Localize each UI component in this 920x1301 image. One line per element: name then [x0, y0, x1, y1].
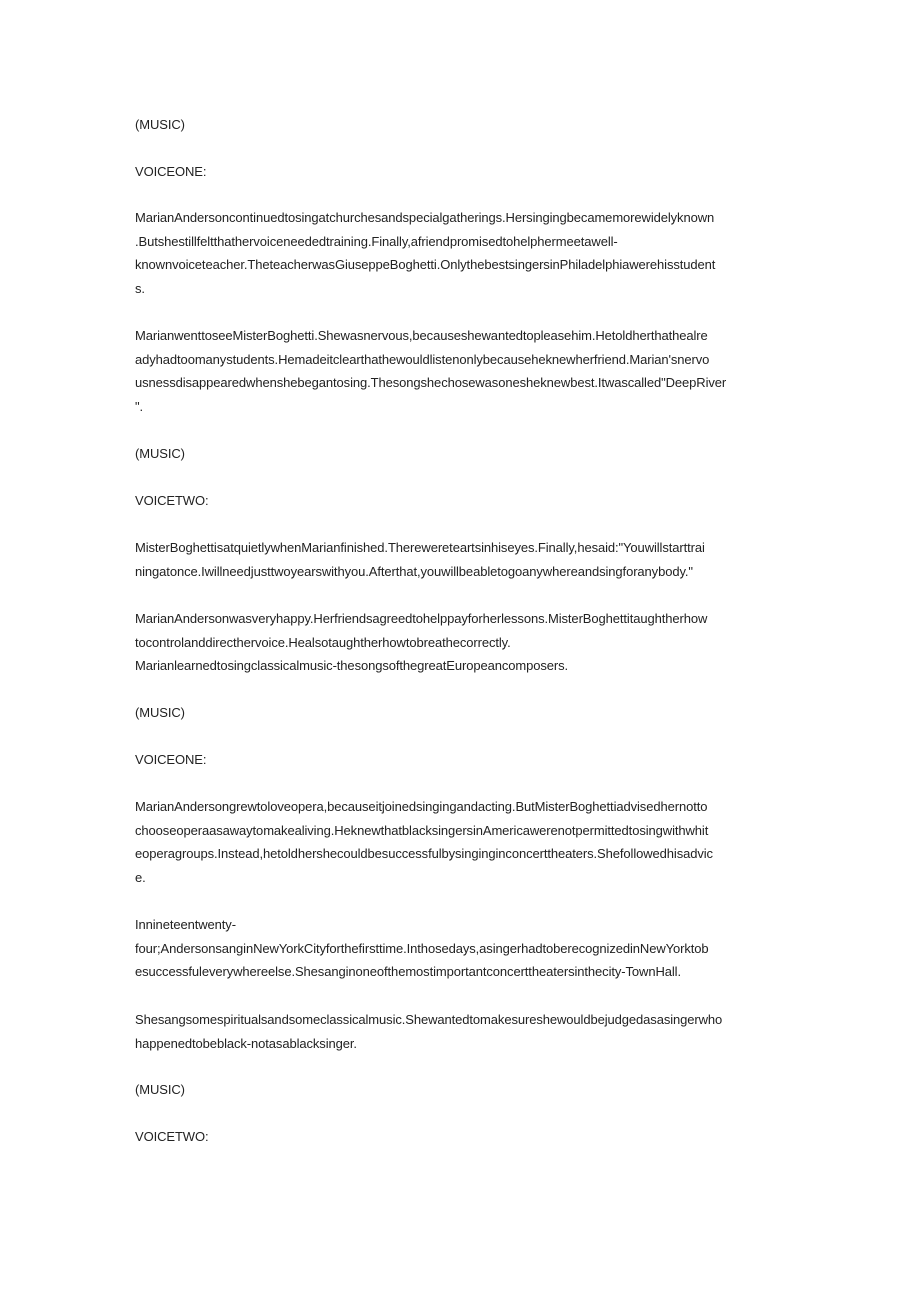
- text-line: adyhadtoomanystudents.Hemadeitclearthathewouldlistenonlybecauseheknewherfriend.Marian'snervo: [135, 351, 710, 367]
- speaker-label: [135, 160, 785, 184]
- text-line: e.: [135, 869, 146, 885]
- text-line: s.: [135, 280, 145, 296]
- music-cue: [135, 1078, 785, 1102]
- text-line: Shesangsomespiritualsandsomeclassicalmusic.Shewantedtomakesureshewouldbejudgedasasingerwho: [135, 1012, 723, 1027]
- text-line: Marianlearnedtosingclassicalmusic-thesongsofthegreatEuropeancomposers.: [135, 658, 569, 673]
- music-cue: [135, 442, 785, 466]
- text-line: usnessdisappearedwhenshebegantosing.Thesongshechosewasonesheknewbest.Itwascalled"DeepRiver: [135, 375, 727, 390]
- text-line: (MUSIC): [135, 705, 185, 720]
- text-line: esuccessfuleverywhereelse.Shesanginoneofthemostimportantconcerttheatersinthecity-TownHall.: [135, 964, 681, 979]
- paragraph: [135, 536, 785, 583]
- text-line: MisterBoghettisatquietlywhenMarianfinished.Therewereteartsinhiseyes.Finally,hesaid:"Youwillstarttrai: [135, 540, 705, 555]
- paragraph: [135, 324, 785, 418]
- paragraph: [135, 913, 785, 984]
- text-line: MarianAndersongrewtoloveopera,becauseitjoinedsingingandacting.ButMisterBoghettiadvisedhernotto: [135, 799, 708, 814]
- speaker-label: [135, 748, 785, 772]
- paragraph: [135, 607, 785, 678]
- speaker-label: [135, 1125, 785, 1149]
- text-line: VOICEONE:: [135, 752, 207, 767]
- text-line: Innineteentwenty-: [135, 917, 236, 932]
- text-line: ".: [135, 398, 144, 414]
- text-line: eoperagroups.Instead,hetoldhershecouldbesuccessfulbysinginginconcerttheaters.Shefollowedhisadvic: [135, 846, 713, 861]
- text-line: (MUSIC): [135, 117, 185, 132]
- text-line: .Butshestillfeltthathervoiceneededtraining.Finally,afriendpromisedtohelphermeetawell-: [135, 233, 618, 249]
- paragraph: [135, 1008, 785, 1055]
- text-line: MarianwenttoseeMisterBoghetti.Shewasnervous,becauseshewantedtopleasehim.Hetoldherthathealre: [135, 328, 708, 343]
- text-line: ningatonce.Iwillneedjusttwoyearswithyou.Afterthat,youwillbeabletogoanywhereandsingforanybody.": [135, 563, 693, 579]
- text-line: knownvoiceteacher.TheteacherwasGiuseppeBoghetti.OnlythebestsingersinPhiladelphiawerehisstudent: [135, 257, 716, 272]
- text-line: MarianAndersoncontinuedtosingatchurchesandspecialgatherings.Hersingingbecamemorewidelyknown: [135, 210, 715, 225]
- paragraph: [135, 206, 785, 300]
- music-cue: [135, 113, 785, 137]
- text-line: tocontrolanddirecthervoice.Healsotaughtherhowtobreathecorrectly.: [135, 634, 511, 650]
- text-line: VOICETWO:: [135, 1129, 209, 1144]
- text-line: four;AndersonsanginNewYorkCityforthefirsttime.Inthosedays,asingerhadtoberecognizedinNewYorktob: [135, 940, 709, 956]
- text-line: chooseoperaasawaytomakealiving.HeknewthatblacksingersinAmericawerenotpermittedtosingwithwhit: [135, 822, 709, 838]
- speaker-label: [135, 489, 785, 513]
- text-line: happenedtobeblack-notasablacksinger.: [135, 1035, 357, 1051]
- text-line: (MUSIC): [135, 1082, 185, 1097]
- music-cue: [135, 701, 785, 725]
- text-line: VOICETWO:: [135, 493, 209, 508]
- document-page: [135, 0, 785, 1301]
- paragraph: [135, 795, 785, 889]
- text-line: VOICEONE:: [135, 164, 207, 179]
- text-line: MarianAndersonwasveryhappy.Herfriendsagreedtohelppayforherlessons.MisterBoghettitaughtherhow: [135, 611, 708, 626]
- text-line: (MUSIC): [135, 446, 185, 461]
